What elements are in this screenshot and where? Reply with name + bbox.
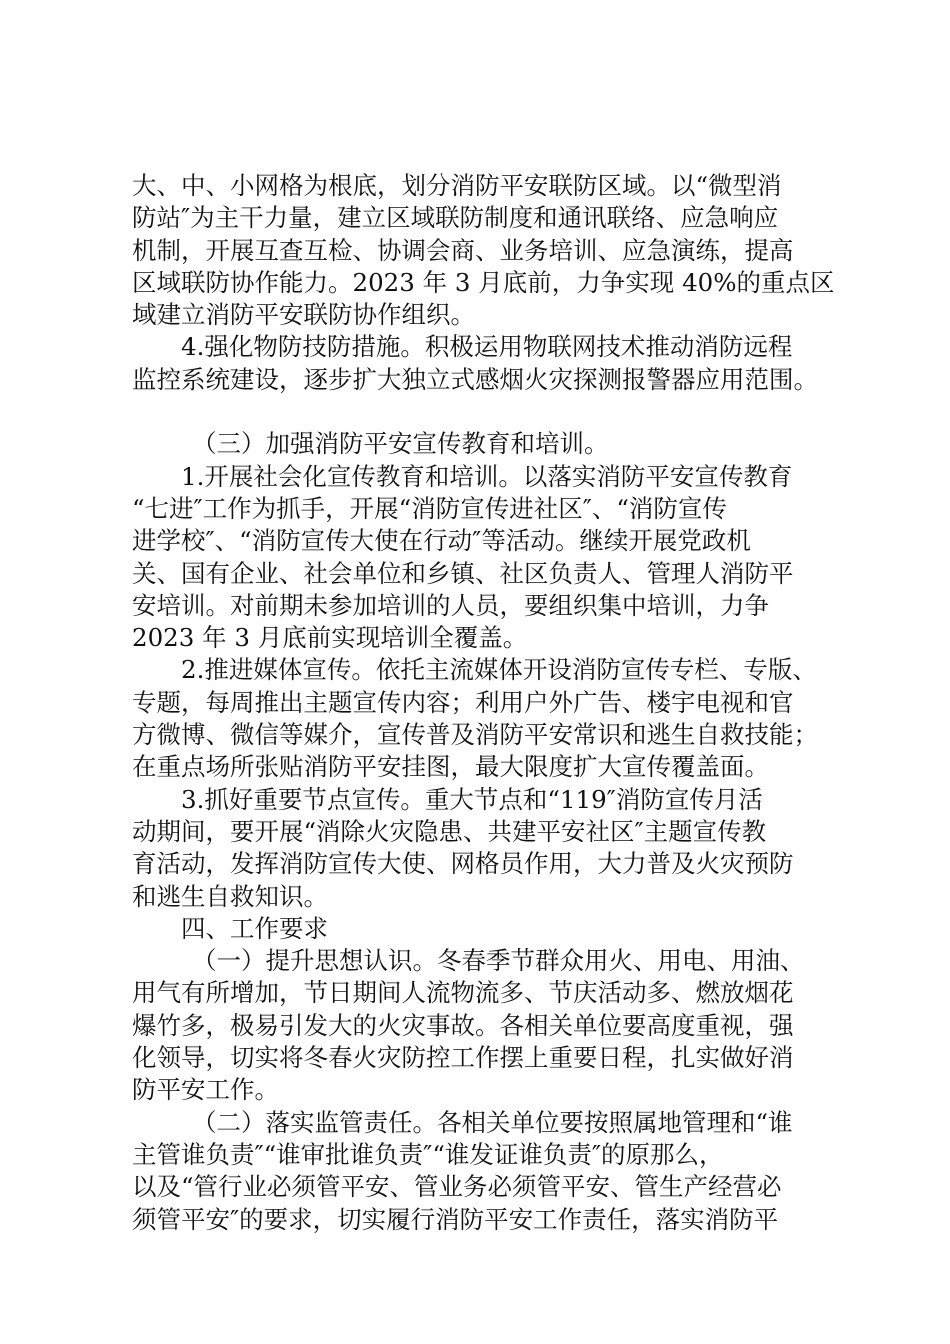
paragraph-start: （二）落实监管责任。各相关单位要按照属地管理和“谁	[192, 1107, 793, 1137]
paragraph-start: 4.强化物防技防措施。积极运用物联网技术推动消防远程	[181, 332, 793, 362]
text-line: 域建立消防平安联防协作组织。	[132, 300, 475, 330]
text-line: “七进″工作为抓手，开展“消防宣传进社区″、“消防宣传	[132, 493, 727, 523]
text-line: 以及“管行业必须管平安、管业务必须管平安、管生产经营必	[132, 1172, 782, 1202]
document-body	[132, 170, 835, 1236]
text-line: 机制，开展互查互检、协调会商、业务培训、应急演练，提高	[132, 235, 794, 265]
text-line: 防站″为主干力量，建立区域联防制度和通讯联络、应急响应	[132, 203, 779, 233]
text-line: 爆竹多，极易引发大的火灾事故。各相关单位要高度重视，强	[132, 1010, 794, 1040]
text-line: 和逃生自救知识。	[132, 881, 328, 911]
text-line: 进学校″、“消防宣传大使在行动″等活动。继续开展党政机	[132, 526, 751, 556]
text-line: 须管平安″的要求，切实履行消防平安工作责任，落实消防平	[132, 1204, 779, 1234]
paragraph-start: 3.抓好重要节点宣传。重大节点和“119″消防宣传月活	[181, 784, 763, 814]
text-line: 方微博、微信等媒介，宣传普及消防平安常识和逃生自救技能；	[132, 720, 818, 750]
text-line: 2023 年 3 月底前实现培训全覆盖。	[132, 623, 528, 653]
text-line: 在重点场所张贴消防平安挂图，最大限度扩大宣传覆盖面。	[132, 752, 769, 782]
text-line: 安培训。对前期未参加培训的人员，要组织集中培训，力争	[132, 590, 769, 620]
text-line: 化领导，切实将冬春火灾防控工作摆上重要日程，扎实做好消	[132, 1043, 794, 1073]
paragraph-start: （一）提升思想认识。冬春季节群众用火、用电、用油、	[192, 946, 805, 976]
text-line: 专题，每周推出主题宣传内容；利用户外广告、楼宇电视和官	[132, 687, 794, 717]
paragraph-start: 1.开展社会化宣传教育和培训。以落实消防平安宣传教育	[181, 461, 793, 491]
text-line: 主管谁负责″“谁审批谁负责″“谁发证谁负责″的原那么，	[132, 1139, 724, 1169]
paragraph-start: 2.推进媒体宣传。依托主流媒体开设消防宣传专栏、专版、	[181, 655, 817, 685]
section-heading: （三）加强消防平安宣传教育和培训。	[192, 429, 609, 459]
section-heading: 四、工作要求	[181, 913, 328, 943]
text-line: 动期间，要开展“消除火灾隐患、共建平安社区″主题宣传教	[132, 816, 767, 846]
text-line: 育活动，发挥消防宣传大使、网格员作用，大力普及火灾预防	[132, 849, 794, 879]
text-line: 关、国有企业、社会单位和乡镇、社区负责人、管理人消防平	[132, 558, 794, 588]
text-line: 大、中、小网格为根底，划分消防平安联防区域。以“微型消	[132, 171, 782, 200]
blank-line	[132, 396, 822, 428]
text-line: 用气有所增加，节日期间人流物流多、节庆活动多、燃放烟花	[132, 978, 794, 1008]
text-line: 监控系统建设，逐步扩大独立式感烟火灾探测报警器应用范围。	[132, 364, 818, 394]
text-line: 防平安工作。	[132, 1075, 279, 1105]
text-line: 区域联防协作能力。2023 年 3 月底前，力争实现 40%的重点区	[132, 267, 835, 297]
